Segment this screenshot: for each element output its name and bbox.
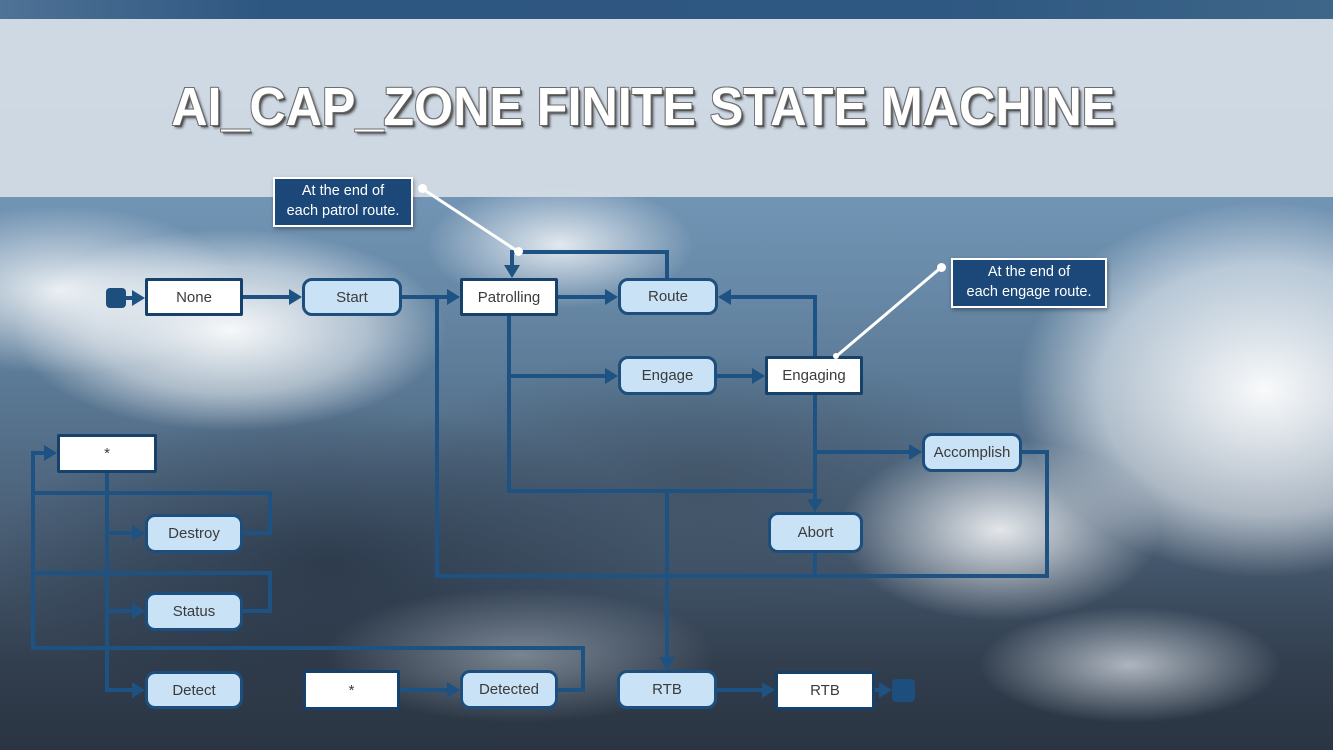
arrowhead-icon — [605, 368, 618, 384]
connector-line — [813, 553, 817, 578]
connector-line — [507, 489, 817, 493]
exit-terminal-marker[interactable] — [892, 679, 915, 702]
state-node-detected[interactable]: Detected — [460, 670, 558, 709]
state-node-engage[interactable]: Engage — [618, 356, 717, 395]
arrowhead-icon — [44, 445, 57, 461]
connector-line — [717, 688, 763, 692]
connector-line — [813, 295, 817, 356]
state-node-status[interactable]: Status — [145, 592, 243, 631]
state-node-abort[interactable]: Abort — [768, 512, 863, 553]
connector-line — [268, 491, 272, 535]
connector-line — [435, 574, 1049, 578]
connector-line — [402, 295, 448, 299]
connector-line — [581, 646, 585, 692]
connector-line — [105, 531, 133, 535]
callout-text-line: each patrol route. — [286, 203, 400, 219]
connector-line — [813, 395, 817, 499]
state-node-any-state-2[interactable]: * — [303, 670, 400, 710]
page-title: AI_CAP_ZONE FINITE STATE MACHINE — [171, 77, 1116, 137]
arrowhead-icon — [605, 289, 618, 305]
state-node-detect[interactable]: Detect — [145, 671, 243, 709]
arrowhead-icon — [132, 682, 145, 698]
connector-line — [665, 250, 669, 278]
connector-line — [268, 571, 272, 613]
state-node-rtb-1[interactable]: RTB — [617, 670, 717, 709]
callout-leader-line — [835, 266, 942, 357]
callout-engage-note[interactable] — [951, 258, 1107, 308]
callout-text-line: each engage route. — [966, 284, 1092, 300]
arrowhead-icon — [132, 603, 145, 619]
arrowhead-icon — [909, 444, 922, 460]
arrowhead-icon — [807, 499, 823, 512]
state-node-rtb-2[interactable]: RTB — [775, 671, 875, 710]
arrowhead-icon — [504, 265, 520, 278]
arrowhead-icon — [447, 682, 460, 698]
arrowhead-icon — [447, 289, 460, 305]
connector-line — [243, 295, 290, 299]
callout-text-line: At the end of — [987, 264, 1071, 281]
connector-line — [558, 295, 606, 299]
connector-line — [400, 688, 448, 692]
callout-patrol-note[interactable] — [273, 177, 413, 227]
arrowhead-icon — [132, 290, 145, 306]
connector-line — [31, 646, 585, 650]
state-node-accomplish[interactable]: Accomplish — [922, 433, 1022, 472]
connector-line — [31, 451, 35, 650]
state-node-none[interactable]: None — [145, 278, 243, 316]
state-node-any-state-1[interactable]: * — [57, 434, 157, 473]
connector-line — [105, 609, 133, 613]
callout-text-line: At the end of — [301, 183, 385, 200]
arrowhead-icon — [718, 289, 731, 305]
connector-line — [435, 295, 439, 578]
connector-line — [1045, 450, 1049, 578]
connector-line — [105, 473, 109, 692]
state-node-engaging[interactable]: Engaging — [765, 356, 863, 395]
connector-line — [717, 374, 753, 378]
connector-line — [813, 450, 910, 454]
connector-line — [31, 571, 272, 575]
leader-line-dot — [514, 247, 523, 256]
arrowhead-icon — [762, 682, 775, 698]
state-node-start[interactable]: Start — [302, 278, 402, 316]
arrowhead-icon — [659, 657, 675, 670]
connector-line — [105, 688, 133, 692]
connector-line — [510, 250, 669, 254]
arrowhead-icon — [132, 525, 145, 541]
leader-line-dot — [937, 263, 946, 272]
connector-line — [31, 491, 272, 495]
connector-line — [729, 295, 817, 299]
entry-terminal-marker[interactable] — [106, 288, 126, 308]
state-node-destroy[interactable]: Destroy — [145, 514, 243, 553]
callout-leader-line — [421, 187, 519, 253]
connector-line — [507, 374, 606, 378]
leader-line-dot — [418, 184, 427, 193]
connector-line — [507, 316, 511, 493]
state-node-route[interactable]: Route — [618, 278, 718, 315]
state-node-patrolling[interactable]: Patrolling — [460, 278, 558, 316]
arrowhead-icon — [289, 289, 302, 305]
arrowhead-icon — [752, 368, 765, 384]
connector-line — [665, 489, 669, 657]
leader-line-dot — [833, 353, 839, 359]
arrowhead-icon — [879, 682, 892, 698]
